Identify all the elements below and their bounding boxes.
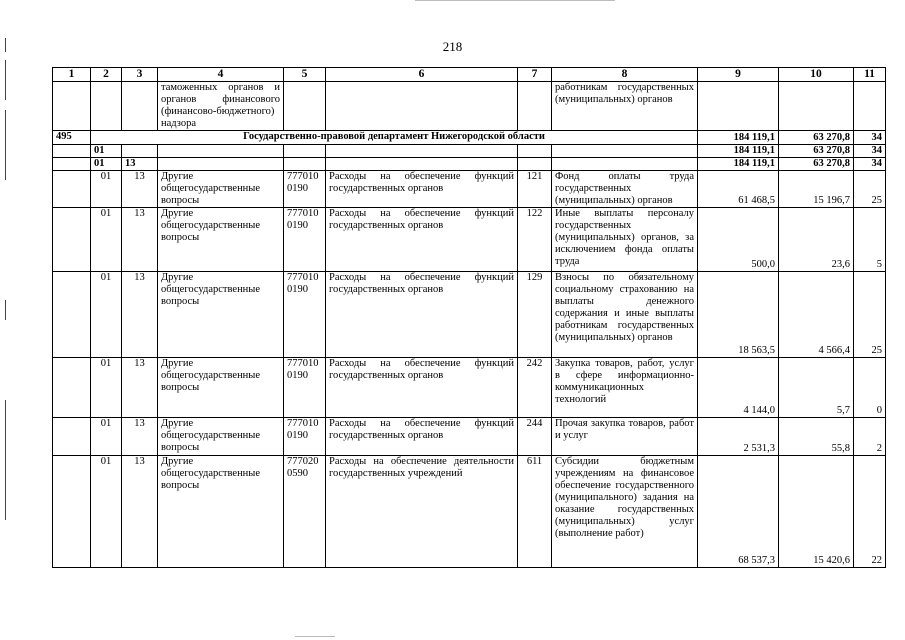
cell-target-code: 777020 0590: [284, 456, 326, 568]
cell-amount-fact: 15 420,6: [779, 456, 854, 568]
department-title: Государственно-правовой департамент Нижегородской области: [91, 131, 698, 145]
table-row: [53, 272, 886, 358]
cell-expense-code: 611: [518, 456, 552, 568]
cell-subsection: 13: [122, 208, 158, 272]
department-row: [53, 131, 886, 145]
cell-percent: 22: [854, 456, 886, 568]
cell-percent: 34: [854, 145, 886, 158]
cell-section: 01: [91, 418, 122, 456]
section-row: [53, 145, 886, 158]
column-header: 2: [91, 68, 122, 82]
cell-expense-type: Субсидии бюджетным учреждениям на финансовое обеспечение государственного (муниципального) задания на оказание государственных (муниципальных) услуг (выполнение работ): [552, 456, 698, 568]
header-row: [53, 68, 886, 82]
cell-expense-code: 244: [518, 418, 552, 456]
column-header: 5: [284, 68, 326, 82]
cell-purpose: Расходы на обеспечение функций государственных органов: [326, 418, 518, 456]
cell-target-code: 777010 0190: [284, 358, 326, 418]
cell-expense-code: 121: [518, 171, 552, 208]
margin-mark: [5, 400, 6, 520]
cell-target-code: 777010 0190: [284, 208, 326, 272]
cell-section: 01: [91, 158, 122, 171]
cell-department-code: 495: [53, 131, 91, 145]
cell-amount-plan: 68 537,3: [698, 456, 779, 568]
cell-amount-fact: 55,8: [779, 418, 854, 456]
cell-name: Другие общегосударственные вопросы: [158, 456, 284, 568]
cell-amount-fact: 63 270,8: [779, 131, 854, 145]
cell-subsection: 13: [122, 456, 158, 568]
cell-amount-fact: 15 196,7: [779, 171, 854, 208]
cell-percent: 2: [854, 418, 886, 456]
cell-percent: 5: [854, 208, 886, 272]
top-rule: [415, 0, 615, 2]
cell-name: Другие общегосударственные вопросы: [158, 418, 284, 456]
cell-expense-code: 242: [518, 358, 552, 418]
cell-amount-fact: 63 270,8: [779, 158, 854, 171]
cell-section: 01: [91, 145, 122, 158]
margin-mark: [5, 110, 6, 180]
column-header: 3: [122, 68, 158, 82]
cell-percent: 34: [854, 131, 886, 145]
column-header: 11: [854, 68, 886, 82]
cell-expense-type: Фонд оплаты труда государственных (муниципальных) органов: [552, 171, 698, 208]
budget-table: [52, 67, 886, 568]
cell-amount-plan: 18 563,5: [698, 272, 779, 358]
table-row: [53, 208, 886, 272]
table-row: [53, 418, 886, 456]
cell-percent: 25: [854, 272, 886, 358]
cell-subsection: 13: [122, 358, 158, 418]
cell-section: 01: [91, 171, 122, 208]
cell-amount-fact: 63 270,8: [779, 145, 854, 158]
cell-expense-code: 122: [518, 208, 552, 272]
cell-amount-plan: 500,0: [698, 208, 779, 272]
cell-name: таможенных органов и органов финансового (финансово-бюджетного) надзора: [158, 82, 284, 131]
cell-amount-fact: 5,7: [779, 358, 854, 418]
column-header: 9: [698, 68, 779, 82]
cell-purpose: Расходы на обеспечение функций государственных органов: [326, 208, 518, 272]
cell-subsection: 13: [122, 272, 158, 358]
cell-percent: 25: [854, 171, 886, 208]
column-header: 10: [779, 68, 854, 82]
column-header: 8: [552, 68, 698, 82]
cell-section: 01: [91, 208, 122, 272]
table-row: [53, 358, 886, 418]
cell-percent: 0: [854, 358, 886, 418]
cell-section: 01: [91, 358, 122, 418]
cell-amount-plan: 184 119,1: [698, 145, 779, 158]
page-number: 218: [442, 39, 463, 54]
scan-smudge: [295, 636, 335, 638]
cell-amount-plan: 4 144,0: [698, 358, 779, 418]
subsection-row: [53, 158, 886, 171]
table-row: [53, 456, 886, 568]
cell-purpose: Расходы на обеспечение деятельности государственных учреждений: [326, 456, 518, 568]
column-header: 6: [326, 68, 518, 82]
cell-expense-code: 129: [518, 272, 552, 358]
cell-section: 01: [91, 456, 122, 568]
cell-amount-fact: 4 566,4: [779, 272, 854, 358]
cell-expense-type: Взносы по обязательному социальному страхованию на выплаты денежного содержания и иные выплаты работникам государственных (муниципальных) органов: [552, 272, 698, 358]
column-header: 1: [53, 68, 91, 82]
cell-amount-plan: 184 119,1: [698, 158, 779, 171]
column-header: 7: [518, 68, 552, 82]
cell-purpose: Расходы на обеспечение функций государственных органов: [326, 171, 518, 208]
cell-percent: 34: [854, 158, 886, 171]
cell-name: Другие общегосударственные вопросы: [158, 171, 284, 208]
cell-target-code: 777010 0190: [284, 171, 326, 208]
cell-subsection: 13: [122, 158, 158, 171]
column-header: 4: [158, 68, 284, 82]
cell-amount-plan: 61 468,5: [698, 171, 779, 208]
continuation-row: [53, 82, 886, 131]
margin-mark: [5, 60, 6, 100]
cell-name: Другие общегосударственные вопросы: [158, 358, 284, 418]
cell-target-code: 777010 0190: [284, 418, 326, 456]
cell-purpose: Расходы на обеспечение функций государственных органов: [326, 272, 518, 358]
cell-section: 01: [91, 272, 122, 358]
cell-name: Другие общегосударственные вопросы: [158, 272, 284, 358]
cell-subsection: 13: [122, 171, 158, 208]
cell-amount-plan: 2 531,3: [698, 418, 779, 456]
cell-amount-plan: 184 119,1: [698, 131, 779, 145]
cell-expense-type: Закупка товаров, работ, услуг в сфере информационно-коммуникационных технологий: [552, 358, 698, 418]
cell-expense-type: работникам государственных (муниципальных) органов: [552, 82, 698, 131]
cell-subsection: 13: [122, 418, 158, 456]
margin-mark: [5, 300, 6, 320]
table-row: [53, 171, 886, 208]
cell-expense-type: Прочая закупка товаров, работ и услуг: [552, 418, 698, 456]
cell-target-code: 777010 0190: [284, 272, 326, 358]
cell-amount-fact: 23,6: [779, 208, 854, 272]
cell-purpose: Расходы на обеспечение функций государственных органов: [326, 358, 518, 418]
cell-expense-type: Иные выплаты персоналу государственных (муниципальных) органов, за исключением фонда оплаты труда: [552, 208, 698, 272]
cell-name: Другие общегосударственные вопросы: [158, 208, 284, 272]
